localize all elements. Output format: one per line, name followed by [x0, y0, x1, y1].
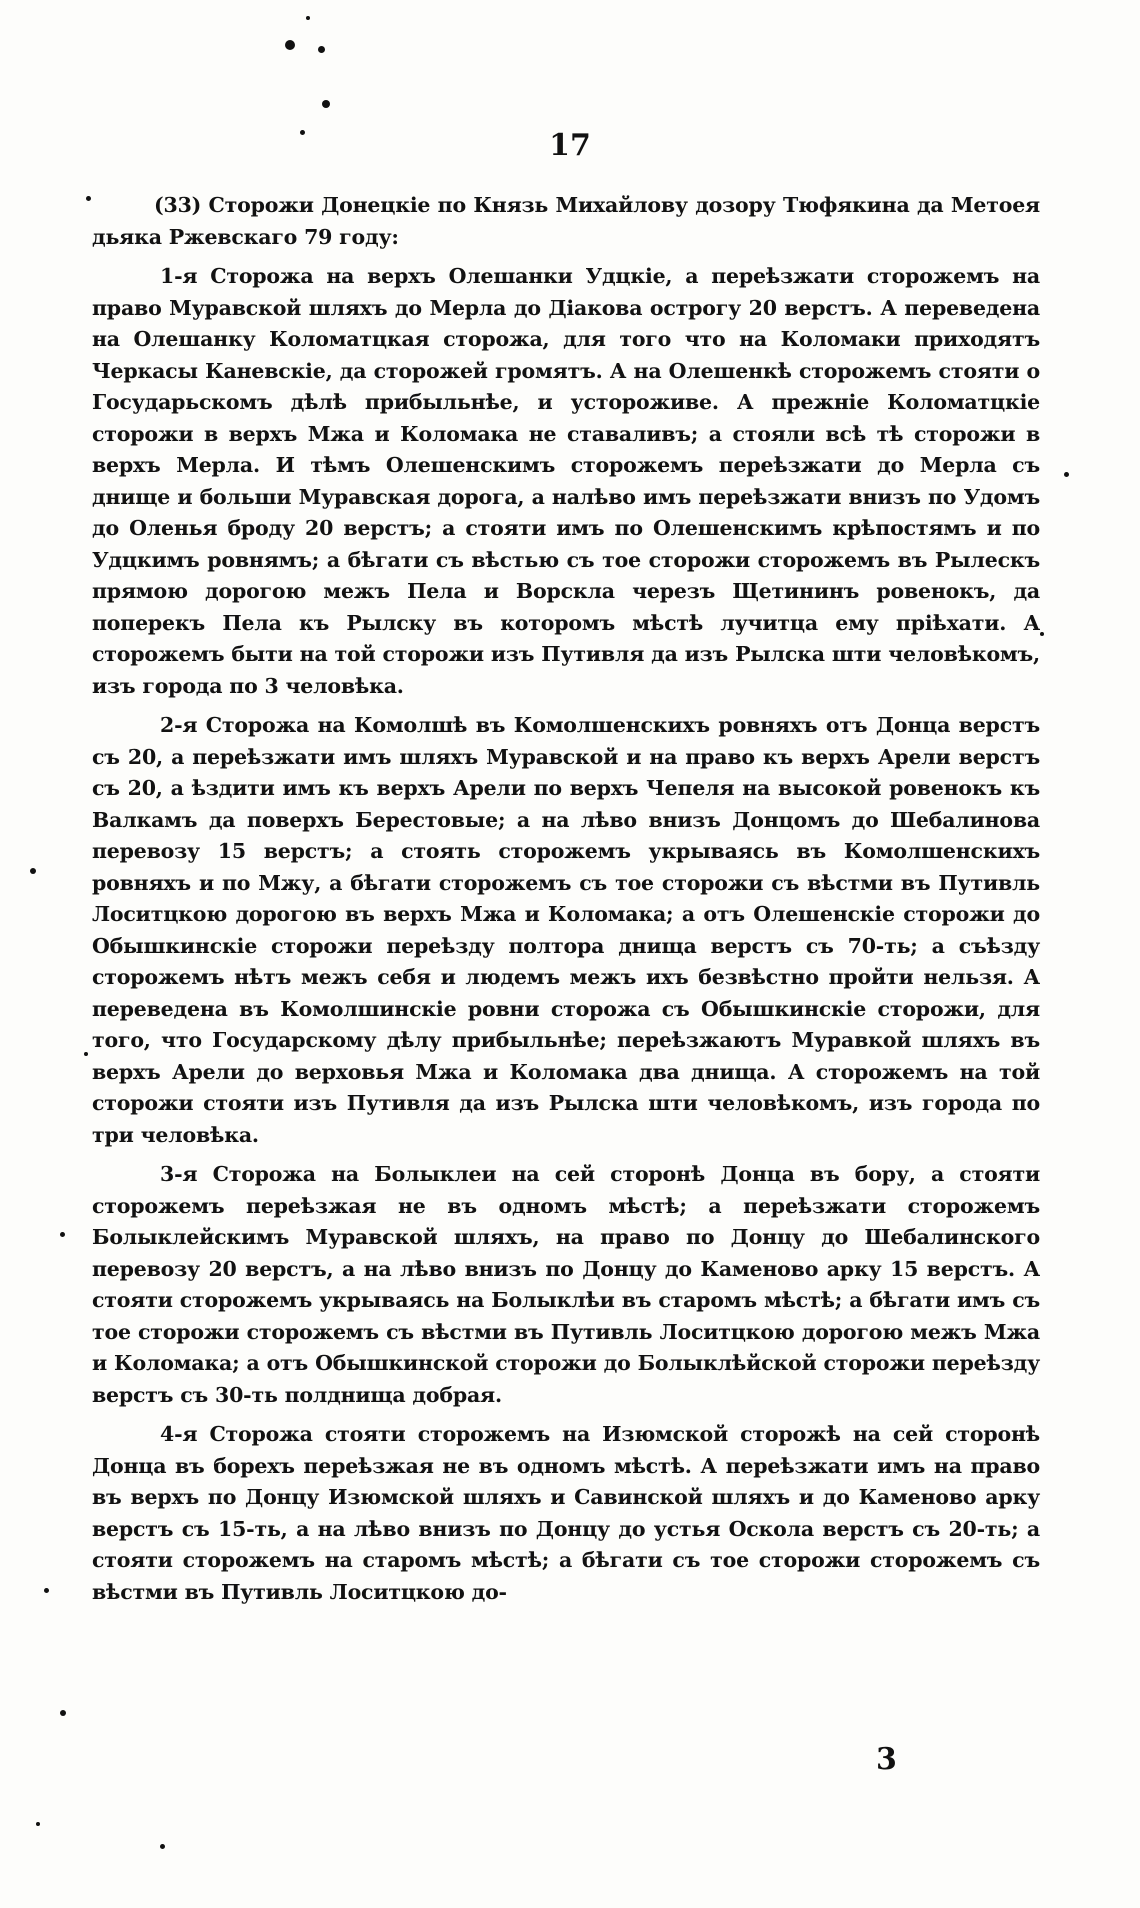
paragraph-3: 3-я Сторожа на Болыклеи на сей сторонѣ Донца въ бору, а стояти сторожемъ переѣзжая не въ одномъ мѣстѣ; а переѣзжати сторожемъ Болыклейскимъ Муравской шляхъ, на право по Донцу до Шебалинского перевозу 20 верстъ, а на лѣво внизъ по Донцу до Каменово арку 15 верстъ. А стояти сторожемъ укрываясь на Болыклѣи въ старомъ мѣстѣ; а бѣгати имъ съ тое сторожи сторожемъ съ вѣстми въ Путивль Лоситцкою дорогою межъ Мжа и Коломака; а отъ Обышкинской сторожи до Болыклѣйской сторожи переѣзду верстъ съ 30-ть полднища добрая. — [92, 1162, 1040, 1407]
scan-speck — [60, 1232, 65, 1237]
scan-speck — [306, 16, 310, 20]
page-number: 17 — [549, 128, 591, 163]
scan-speck — [160, 1844, 165, 1849]
scan-speck — [60, 1710, 66, 1716]
scan-speck — [84, 1052, 88, 1056]
scan-speck — [1064, 472, 1069, 477]
scan-speck — [1040, 632, 1044, 636]
paragraph-2: 2-я Сторожа на Комолшѣ въ Комолшенскихъ ровняхъ отъ Донца верстъ съ 20, а переѣзжати имъ шляхъ Муравской и на право къ верхъ Арели верстъ съ 20, а ѣздити имъ къ верхъ Арели по верхъ Чепеля на высокой ровенокъ къ Валкамъ да поверхъ Берестовые; а на лѣво внизъ Донцомъ до Шебалинова перевозу 15 верстъ; а стоять сторожемъ укрываясь въ Комолшенскихъ ровняхъ и по Мжу, а бѣгати сторожемъ съ тое сторожи съ вѣстми въ Путивль Лоситцкою дорогою въ верхъ Мжа и Коломака; а отъ Олешенскіе сторожи до Обышкинскіе сторожи переѣзду полтора днища верстъ съ 70-ть; а съѣзду сторожемъ нѣтъ межъ себя и людемъ межъ ихъ безвѣстно пройти нельзя. А переведена въ Комолшинскіе ровни сторожа съ Обышкинскіе сторожи, для того, что Государскому дѣлу прибыльнѣе; переѣзжаютъ Муравкой шляхъ въ верхъ Арели до верховья Мжа и Коломака два днища. А сторожемъ на той сторожи стояти изъ Путивля да изъ Рылска шти человѣкомъ, изъ города по три человѣка. — [92, 713, 1040, 1147]
scan-speck — [36, 1822, 40, 1826]
scan-speck — [318, 46, 325, 53]
paragraph-1: 1-я Сторожа на верхъ Олешанки Удцкіе, а переѣзжати сторожемъ на право Муравской шляхъ до Мерла до Діакова острогу 20 верстъ. А переведена на Олешанку Коломатцкая сторожа, для того что на Коломаки приходятъ Черкасы Каневскіе, да сторожей громятъ. А на Олешенкѣ сторожемъ стояти о Государьскомъ дѣлѣ прибыльнѣе, и устороживе. А прежніе Коломатцкіе сторожи в верхъ Мжа и Коломака не ставаливъ; а стояли всѣ тѣ сторожи в верхъ Мерла. И тѣмъ Олешенскимъ сторожемъ переѣзжати до Мерла съ днище и больши Муравская дорога, а налѣво имъ переѣзжати внизъ по Удомъ до Оленья броду 20 верстъ; а стояти имъ по Олешенскимъ крѣпостямъ и по Удцкимъ ровнямъ; а бѣгати съ вѣстью съ тое сторожи сторожемъ въ Рылескъ прямою дорогою межъ Пела и Ворскла черезъ Щетининъ ровенокъ, да поперекъ Пела къ Рылску въ которомъ мѣстѣ лучитца ему пріѣхати. А сторожемъ быти на той сторожи изъ Путивля да изъ Рылска шти человѣкомъ, изъ города по 3 человѣка. — [92, 264, 1040, 698]
scan-speck — [86, 196, 91, 201]
scan-speck — [285, 40, 295, 50]
scan-speck — [30, 868, 36, 874]
scan-speck — [44, 1588, 49, 1593]
scan-speck — [322, 100, 330, 108]
paragraph-4: 4-я Сторожа стояти сторожемъ на Изюмской сторожѣ на сей сторонѣ Донца въ борехъ переѣзжая не въ одномъ мѣстѣ. А переѣзжати имъ на право въ верхъ по Донцу Изюмской шляхъ и Савинской шляхъ и до Каменово арку верстъ съ 15-ть, а на лѣво внизъ по Донцу до устья Оскола верстъ съ 20-ть; а стояти сторожемъ на старомъ мѣстѣ; а бѣгати съ тое сторожи сторожемъ съ вѣстми въ Путивль Лоситцкою до- — [92, 1422, 1040, 1604]
text-body — [92, 190, 1040, 1608]
section-heading: (33) Сторожи Донецкіе по Князь Михайлову дозору Тюфякина да Метоея дьяка Ржевскаго 79 году: — [92, 193, 1040, 249]
signature-mark: 3 — [876, 1742, 897, 1777]
